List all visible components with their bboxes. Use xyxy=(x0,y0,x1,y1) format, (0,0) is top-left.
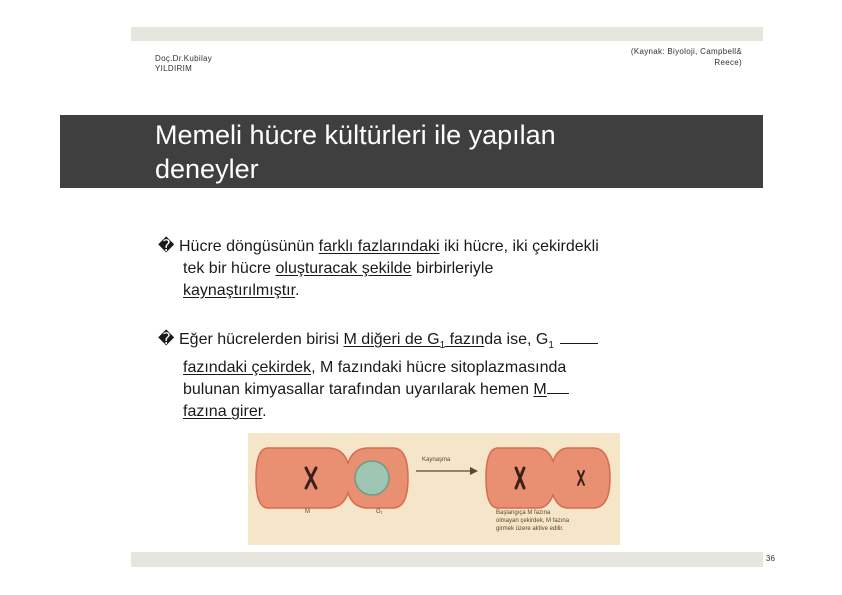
g1-label: G₁ xyxy=(376,509,383,515)
source-line-1: (Kaynak: Biyoloji, Campbell& xyxy=(630,47,742,56)
bullet-1-line-2 xyxy=(158,258,718,280)
caption-line: girmek üzere aktive edilir. xyxy=(496,526,564,532)
bullet-2-line-3 xyxy=(158,379,718,401)
bullet-2-line-1 xyxy=(158,329,718,357)
cell-fusion-figure xyxy=(248,433,620,545)
underlined-text: farklı fazlarındaki xyxy=(318,238,440,255)
subscript: 1 xyxy=(548,340,554,352)
author-line-2: YILDIRIM xyxy=(155,64,193,73)
subscript: 1 xyxy=(439,340,446,352)
underlined-text: kaynaştırılmıştır xyxy=(183,282,296,299)
bullet-paragraph-2 xyxy=(158,329,718,423)
text-segment: da ise, G xyxy=(484,331,549,348)
author-label xyxy=(155,54,212,74)
underlined-text: fazına girer xyxy=(183,403,263,421)
fusion-label: Kaynaşma xyxy=(422,457,451,463)
text-segment: fazın xyxy=(445,331,485,348)
blank-underline xyxy=(560,329,598,344)
caption-line: olmayan çekirdek, M fazına xyxy=(496,518,570,524)
underlined-text: oluşturacak şekilde xyxy=(275,260,412,277)
bullet-marker-1: � xyxy=(158,238,175,255)
author-line-1: Doç.Dr.Kubilay xyxy=(155,54,213,63)
page-number: 36 xyxy=(766,554,775,563)
source-line-2: Reece) xyxy=(714,58,742,67)
bullet-paragraph-1 xyxy=(158,236,718,302)
bullet-marker-2: � xyxy=(158,331,175,348)
text-segment: . xyxy=(295,282,300,299)
title-line-1: Memeli hücre kültürleri ile yapılan xyxy=(155,120,556,150)
caption-line: Başlangıça M fazına xyxy=(496,510,551,516)
text-segment: , M fazındaki hücre sitoplazmasında xyxy=(311,359,567,377)
text-segment: tek bir hücre xyxy=(183,260,276,277)
g1-nucleus-icon xyxy=(355,461,389,495)
underlined-text xyxy=(343,331,485,352)
text-segment: . xyxy=(262,403,267,421)
underlined-text: fazındaki çekirdek xyxy=(183,359,312,377)
blank-underline xyxy=(547,379,569,394)
bottom-bar xyxy=(131,552,763,567)
text-segment: birbirleriyle xyxy=(411,260,494,277)
bullet-2-line-2 xyxy=(158,357,718,379)
text-segment: bulunan kimyasallar tarafından uyarılarak hemen xyxy=(183,381,534,399)
bullet-1-line-1 xyxy=(158,236,718,258)
fused-cell xyxy=(486,448,610,508)
text-segment: Hücre döngüsünün xyxy=(179,238,319,255)
top-bar xyxy=(131,27,763,41)
m-label: M xyxy=(305,509,310,515)
source-citation xyxy=(600,46,742,68)
slide-title xyxy=(155,118,715,186)
bullet-1-line-3 xyxy=(158,280,718,302)
text-segment: M diğeri de G xyxy=(343,331,440,348)
text-segment: iki hücre, iki çekirdekli xyxy=(439,238,599,255)
figure-caption xyxy=(496,509,606,533)
title-line-2: deneyler xyxy=(155,154,259,184)
underlined-text: M xyxy=(533,381,547,399)
bullet-2-line-4 xyxy=(158,401,718,423)
text-segment: Eğer hücrelerden birisi xyxy=(179,331,344,348)
